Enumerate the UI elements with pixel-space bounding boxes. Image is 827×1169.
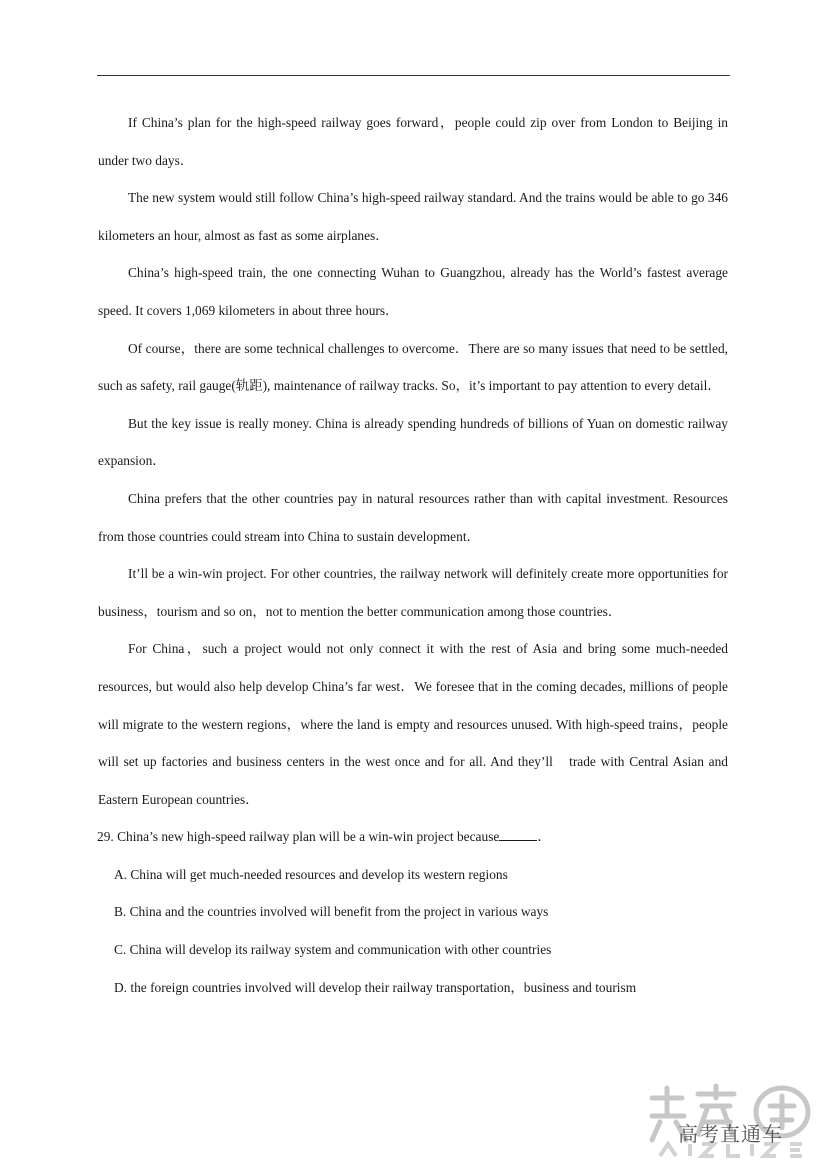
header-rule [97,75,730,76]
paragraph: But the key issue is really money. China is already spending hundreds of billions of Yuan on domestic railway expansion． [98,415,728,469]
option-a: A. China will get much-needed resources and develop its western regions [114,866,508,882]
paragraph: China prefers that the other countries pay in natural resources rather than with capital investment. Resources from those countries could stream into China to sustain development． [98,490,728,544]
paragraph: China’s high-speed train, the one connecting Wuhan to Guangzhou, already has the World’s fastest average speed. It covers 1,069 kilometers in about three hours． [98,265,728,318]
answer-blank [499,828,537,841]
passage [98,104,728,1006]
watermark-text: 高考直通车 [678,1122,783,1146]
paragraph: If China’s plan for the high-speed railway goes forward，people could zip over from London to Beijing in under two days． [98,115,728,168]
option-c: C. China will develop its railway system and communication with other countries [114,942,552,958]
paragraph: The new system would still follow China’s high-speed railway standard. And the trains would be able to go 346 kilometers an hour, almost as fast as some airplanes． [98,190,728,243]
question-end: ． [537,829,551,845]
paragraph: It’ll be a win-win project. For other countries, the railway network will definitely create more opportunities for business，tourism and so on，not to mention the better communication among those countries． [98,566,728,619]
option-b: B. China and the countries involved will benefit from the project in various ways [114,904,549,920]
option-d: D. the foreign countries involved will develop their railway transportation，business and tourism [114,979,637,995]
question-stem [98,818,728,856]
question-text: 29. China’s new high-speed railway plan will be a win-win project because [97,829,500,845]
paragraph: Of course，there are some technical challenges to overcome．There are so many issues that need to be settled, such as safety, rail gauge(轨距), maintenance of railway tracks. So，it’s important to pay attention to every detail． [98,340,728,394]
paragraph: For China，such a project would not only connect it with the rest of Asia and bring some much-needed resources, but would also help develop China’s far west．We foresee that in the coming decades, millions of people will migrate to the western regions，where the land is empty and resources unused. With high-speed trains，people will set up factories and business centers in the west once and for all. And they’ll trade with Central Asian and Eastern European countries． [98,641,728,807]
